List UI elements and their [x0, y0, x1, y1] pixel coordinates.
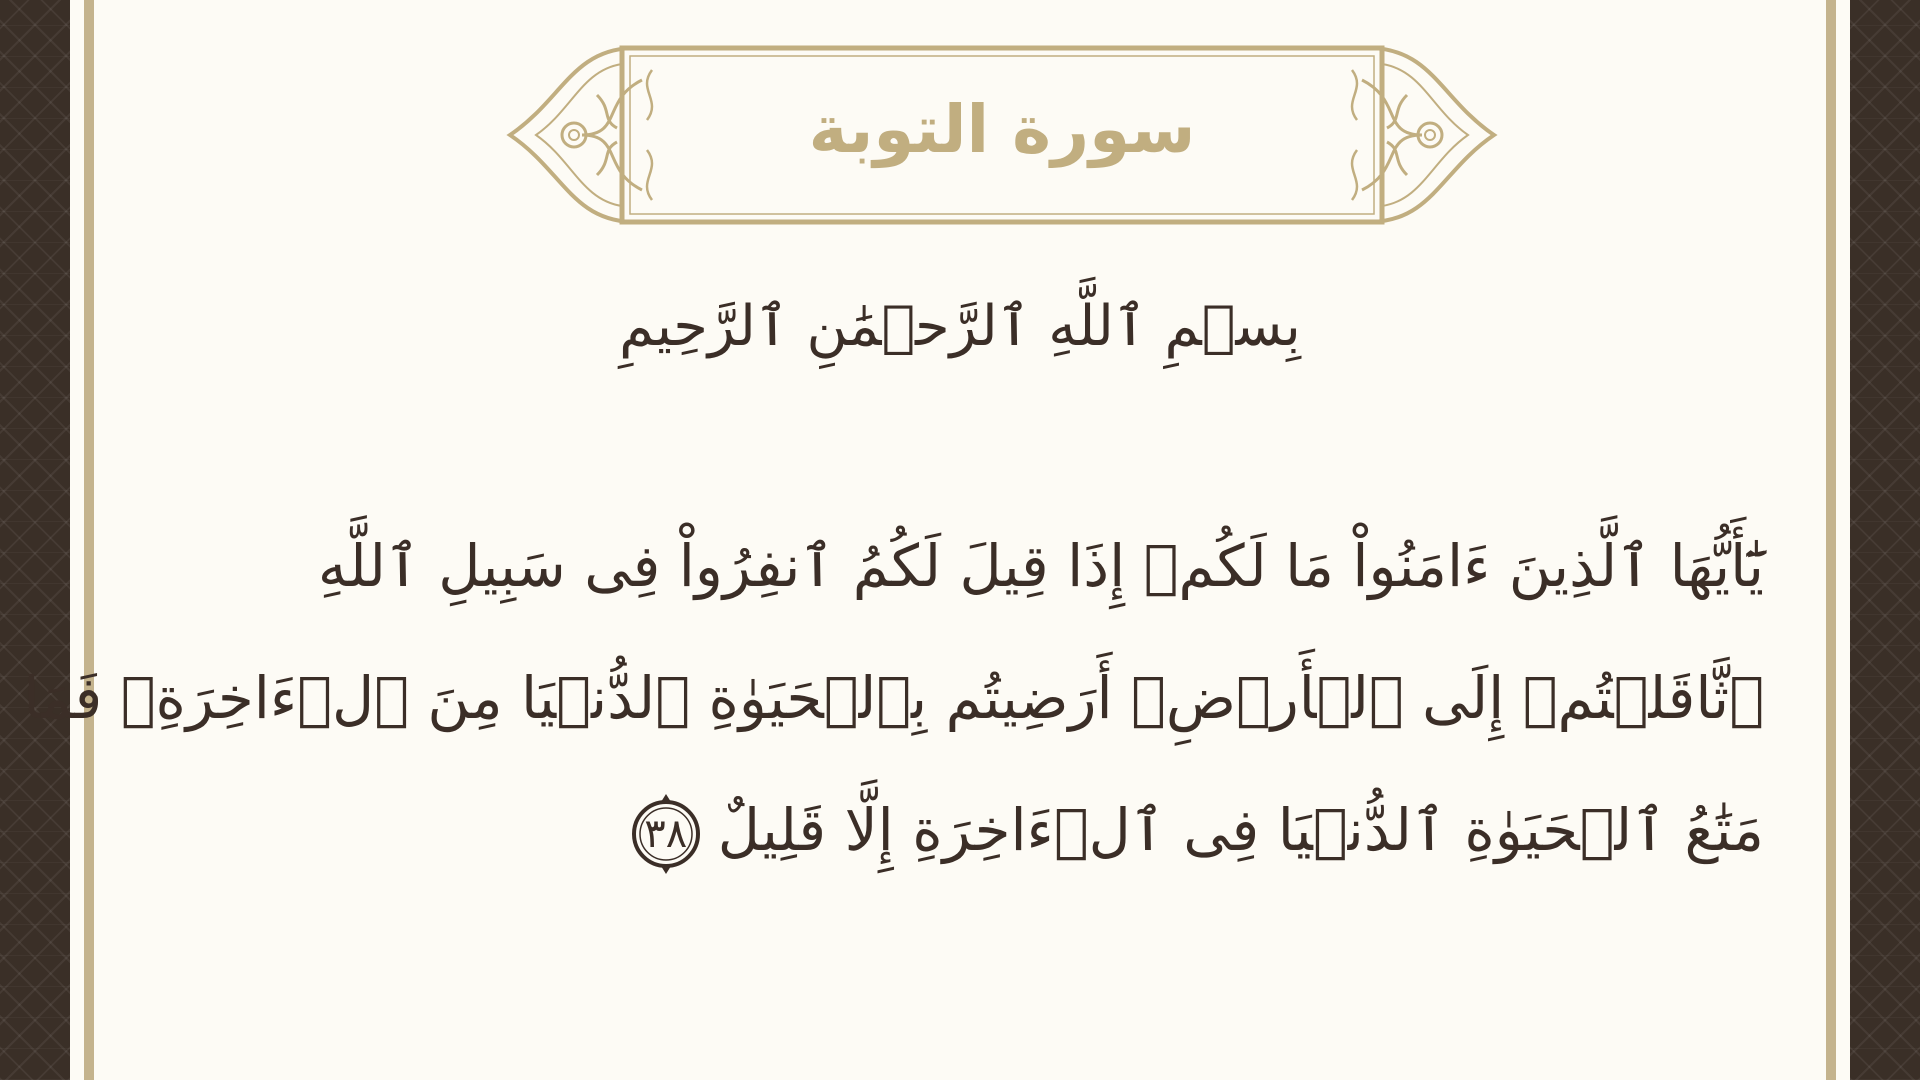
ayah-end-marker [624, 792, 708, 876]
ayah-number: ٣٨ [644, 810, 688, 857]
right-gold-rule [1826, 0, 1836, 1080]
verse-line-3-text: مَتَٰعُ ٱلۡحَيَوٰةِ ٱلدُّنۡيَا فِى ٱلۡءَاخِرَةِ إِلَّا قَلِيلٌ [717, 796, 1764, 864]
verse-line-1-text: يَٰٓأَيُّهَا ٱلَّذِينَ ءَامَنُواْ مَا لَكُمۡ إِذَا قِيلَ لَكُمُ ٱنفِرُواْ فِى سَبِيلِ ٱللَّهِ [317, 532, 1764, 600]
left-gold-rule [84, 0, 94, 1080]
verse-line-2 [23, 632, 1764, 764]
right-ornamental-border [1850, 0, 1920, 1080]
surah-title-frame [502, 40, 1502, 230]
verse-text [23, 500, 1764, 896]
verse-line-1 [164, 500, 1764, 632]
page [23, 0, 1850, 1080]
verse-line-2-text: ٱثَّاقَلۡتُمۡ إِلَى ٱلۡأَرۡضِۚ أَرَضِيتُم بِٱلۡحَيَوٰةِ ٱلدُّنۡيَا مِنَ ٱلۡءَاخِرَةِۚ فَمَا [23, 664, 1764, 732]
basmala: بِسۡمِ ٱللَّهِ ٱلرَّحۡمَٰنِ ٱلرَّحِيمِ [619, 294, 1301, 359]
surah-title: سورة التوبة [808, 91, 1196, 168]
left-ornamental-border [0, 0, 70, 1080]
verse-line-3 [164, 764, 1764, 896]
